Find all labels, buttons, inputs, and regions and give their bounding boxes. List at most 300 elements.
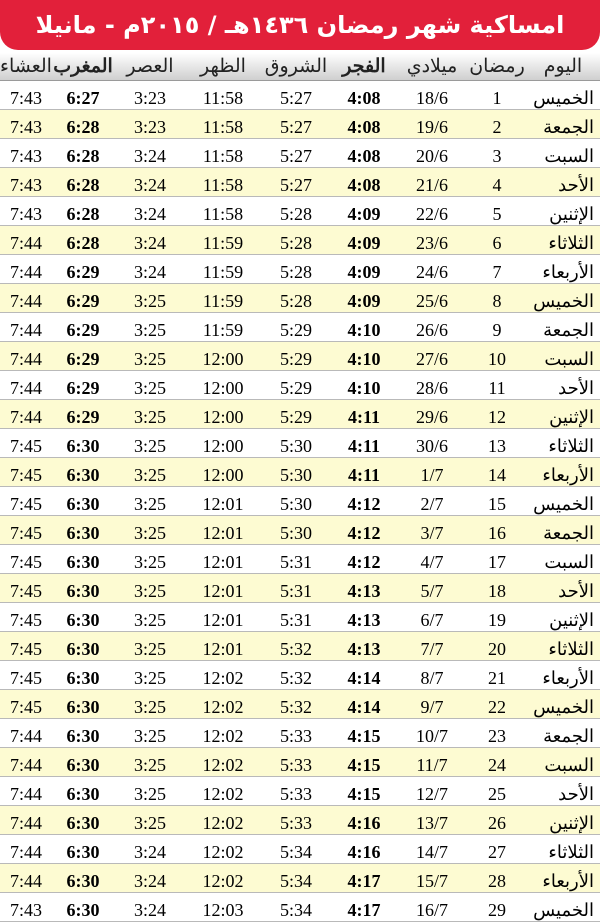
cell-asr-time: 3:25 xyxy=(114,342,186,371)
cell-fajr-time: 4:11 xyxy=(332,429,396,458)
cell-dhuhr-time: 12:01 xyxy=(186,516,260,545)
table-row xyxy=(0,139,600,168)
cell-ramadan-day: 5 xyxy=(468,197,526,226)
cell-dhuhr-time: 11:59 xyxy=(186,255,260,284)
cell-maghrib-time: 6:28 xyxy=(52,110,114,139)
cell-dhuhr-time: 12:02 xyxy=(186,835,260,864)
cell-isha-time: 7:45 xyxy=(0,661,52,690)
cell-maghrib-time: 6:30 xyxy=(52,429,114,458)
cell-gregorian-date: 26/6 xyxy=(396,313,468,342)
cell-day: الجمعة xyxy=(526,110,600,139)
cell-ramadan-day: 2 xyxy=(468,110,526,139)
cell-gregorian-date: 20/6 xyxy=(396,139,468,168)
cell-isha-time: 7:44 xyxy=(0,400,52,429)
cell-ramadan-day: 11 xyxy=(468,371,526,400)
cell-isha-time: 7:44 xyxy=(0,748,52,777)
cell-sunrise-time: 5:27 xyxy=(260,168,332,197)
cell-dhuhr-time: 11:58 xyxy=(186,81,260,110)
cell-isha-time: 7:43 xyxy=(0,110,52,139)
cell-day: الخميس xyxy=(526,487,600,516)
cell-dhuhr-time: 12:00 xyxy=(186,458,260,487)
cell-ramadan-day: 16 xyxy=(468,516,526,545)
cell-fajr-time: 4:16 xyxy=(332,835,396,864)
cell-ramadan-day: 14 xyxy=(468,458,526,487)
cell-sunrise-time: 5:34 xyxy=(260,835,332,864)
cell-gregorian-date: 13/7 xyxy=(396,806,468,835)
cell-gregorian-date: 9/7 xyxy=(396,690,468,719)
table-row xyxy=(0,429,600,458)
cell-maghrib-time: 6:30 xyxy=(52,835,114,864)
cell-fajr-time: 4:17 xyxy=(332,864,396,893)
cell-maghrib-time: 6:30 xyxy=(52,516,114,545)
cell-asr-time: 3:24 xyxy=(114,197,186,226)
table-row xyxy=(0,458,600,487)
cell-ramadan-day: 17 xyxy=(468,545,526,574)
cell-sunrise-time: 5:33 xyxy=(260,748,332,777)
cell-dhuhr-time: 12:02 xyxy=(186,690,260,719)
cell-dhuhr-time: 12:00 xyxy=(186,400,260,429)
cell-isha-time: 7:44 xyxy=(0,342,52,371)
cell-day: الخميس xyxy=(526,81,600,110)
cell-day: الثلاثاء xyxy=(526,226,600,255)
cell-sunrise-time: 5:31 xyxy=(260,574,332,603)
cell-day: الأربعاء xyxy=(526,661,600,690)
table-row xyxy=(0,661,600,690)
cell-gregorian-date: 24/6 xyxy=(396,255,468,284)
cell-fajr-time: 4:11 xyxy=(332,458,396,487)
cell-gregorian-date: 7/7 xyxy=(396,632,468,661)
cell-ramadan-day: 15 xyxy=(468,487,526,516)
cell-asr-time: 3:24 xyxy=(114,255,186,284)
cell-asr-time: 3:24 xyxy=(114,226,186,255)
header-asr: العصر xyxy=(114,53,186,81)
cell-ramadan-day: 1 xyxy=(468,81,526,110)
table-body xyxy=(0,81,600,922)
cell-sunrise-time: 5:32 xyxy=(260,661,332,690)
cell-dhuhr-time: 12:01 xyxy=(186,574,260,603)
cell-gregorian-date: 11/7 xyxy=(396,748,468,777)
cell-day: السبت xyxy=(526,748,600,777)
cell-gregorian-date: 28/6 xyxy=(396,371,468,400)
cell-asr-time: 3:25 xyxy=(114,487,186,516)
cell-dhuhr-time: 12:02 xyxy=(186,777,260,806)
cell-isha-time: 7:44 xyxy=(0,806,52,835)
cell-fajr-time: 4:14 xyxy=(332,690,396,719)
table-row xyxy=(0,168,600,197)
cell-day: الثلاثاء xyxy=(526,835,600,864)
cell-ramadan-day: 19 xyxy=(468,603,526,632)
cell-sunrise-time: 5:30 xyxy=(260,516,332,545)
table-row xyxy=(0,487,600,516)
cell-sunrise-time: 5:33 xyxy=(260,806,332,835)
cell-ramadan-day: 3 xyxy=(468,139,526,168)
cell-dhuhr-time: 11:59 xyxy=(186,284,260,313)
cell-asr-time: 3:25 xyxy=(114,574,186,603)
cell-maghrib-time: 6:30 xyxy=(52,603,114,632)
cell-asr-time: 3:25 xyxy=(114,545,186,574)
cell-maghrib-time: 6:30 xyxy=(52,574,114,603)
cell-dhuhr-time: 12:03 xyxy=(186,893,260,922)
cell-fajr-time: 4:08 xyxy=(332,110,396,139)
cell-ramadan-day: 6 xyxy=(468,226,526,255)
cell-asr-time: 3:25 xyxy=(114,777,186,806)
cell-gregorian-date: 22/6 xyxy=(396,197,468,226)
cell-gregorian-date: 2/7 xyxy=(396,487,468,516)
cell-asr-time: 3:25 xyxy=(114,313,186,342)
cell-sunrise-time: 5:29 xyxy=(260,342,332,371)
cell-gregorian-date: 18/6 xyxy=(396,81,468,110)
cell-dhuhr-time: 12:02 xyxy=(186,864,260,893)
cell-maghrib-time: 6:29 xyxy=(52,313,114,342)
cell-maghrib-time: 6:28 xyxy=(52,168,114,197)
cell-day: الأحد xyxy=(526,574,600,603)
cell-day: الأحد xyxy=(526,168,600,197)
cell-gregorian-date: 19/6 xyxy=(396,110,468,139)
cell-ramadan-day: 21 xyxy=(468,661,526,690)
cell-day: الثلاثاء xyxy=(526,429,600,458)
table-row xyxy=(0,81,600,110)
cell-ramadan-day: 25 xyxy=(468,777,526,806)
cell-gregorian-date: 12/7 xyxy=(396,777,468,806)
cell-dhuhr-time: 11:58 xyxy=(186,197,260,226)
cell-isha-time: 7:43 xyxy=(0,168,52,197)
cell-asr-time: 3:24 xyxy=(114,168,186,197)
cell-sunrise-time: 5:34 xyxy=(260,893,332,922)
cell-gregorian-date: 5/7 xyxy=(396,574,468,603)
cell-isha-time: 7:45 xyxy=(0,545,52,574)
cell-asr-time: 3:23 xyxy=(114,81,186,110)
header-ramadan: رمضان xyxy=(468,53,526,81)
cell-dhuhr-time: 11:59 xyxy=(186,313,260,342)
table-row xyxy=(0,545,600,574)
cell-gregorian-date: 1/7 xyxy=(396,458,468,487)
cell-dhuhr-time: 12:00 xyxy=(186,429,260,458)
table-row xyxy=(0,197,600,226)
cell-ramadan-day: 4 xyxy=(468,168,526,197)
cell-sunrise-time: 5:28 xyxy=(260,255,332,284)
cell-asr-time: 3:25 xyxy=(114,632,186,661)
cell-ramadan-day: 8 xyxy=(468,284,526,313)
cell-maghrib-time: 6:28 xyxy=(52,226,114,255)
cell-gregorian-date: 29/6 xyxy=(396,400,468,429)
cell-sunrise-time: 5:29 xyxy=(260,313,332,342)
cell-day: السبت xyxy=(526,545,600,574)
table-row xyxy=(0,690,600,719)
cell-sunrise-time: 5:27 xyxy=(260,81,332,110)
cell-fajr-time: 4:09 xyxy=(332,284,396,313)
table-row xyxy=(0,313,600,342)
cell-day: الجمعة xyxy=(526,516,600,545)
header-day: اليوم xyxy=(526,53,600,81)
cell-dhuhr-time: 12:01 xyxy=(186,545,260,574)
cell-maghrib-time: 6:30 xyxy=(52,893,114,922)
cell-gregorian-date: 23/6 xyxy=(396,226,468,255)
header-gregorian: ميلادي xyxy=(396,53,468,81)
table-row xyxy=(0,110,600,139)
cell-ramadan-day: 29 xyxy=(468,893,526,922)
cell-day: الأربعاء xyxy=(526,458,600,487)
cell-isha-time: 7:44 xyxy=(0,226,52,255)
cell-dhuhr-time: 12:00 xyxy=(186,371,260,400)
cell-dhuhr-time: 12:01 xyxy=(186,603,260,632)
cell-day: الإثنين xyxy=(526,400,600,429)
cell-ramadan-day: 13 xyxy=(468,429,526,458)
cell-dhuhr-time: 12:02 xyxy=(186,806,260,835)
cell-sunrise-time: 5:33 xyxy=(260,777,332,806)
cell-fajr-time: 4:09 xyxy=(332,226,396,255)
table-row xyxy=(0,603,600,632)
cell-asr-time: 3:25 xyxy=(114,371,186,400)
cell-fajr-time: 4:10 xyxy=(332,342,396,371)
table-row xyxy=(0,632,600,661)
cell-dhuhr-time: 12:02 xyxy=(186,719,260,748)
cell-maghrib-time: 6:29 xyxy=(52,342,114,371)
cell-ramadan-day: 22 xyxy=(468,690,526,719)
cell-dhuhr-time: 11:58 xyxy=(186,110,260,139)
cell-asr-time: 3:25 xyxy=(114,806,186,835)
cell-fajr-time: 4:08 xyxy=(332,81,396,110)
cell-ramadan-day: 24 xyxy=(468,748,526,777)
cell-ramadan-day: 9 xyxy=(468,313,526,342)
cell-fajr-time: 4:12 xyxy=(332,516,396,545)
cell-sunrise-time: 5:28 xyxy=(260,284,332,313)
cell-maghrib-time: 6:30 xyxy=(52,864,114,893)
cell-isha-time: 7:44 xyxy=(0,777,52,806)
cell-day: الأحد xyxy=(526,777,600,806)
cell-ramadan-day: 7 xyxy=(468,255,526,284)
cell-isha-time: 7:44 xyxy=(0,835,52,864)
cell-day: الأحد xyxy=(526,371,600,400)
header-isha: العشاء xyxy=(0,53,52,81)
table-row xyxy=(0,893,600,922)
cell-gregorian-date: 4/7 xyxy=(396,545,468,574)
header-dhuhr: الظهر xyxy=(186,53,260,81)
cell-isha-time: 7:44 xyxy=(0,313,52,342)
cell-isha-time: 7:44 xyxy=(0,719,52,748)
cell-maghrib-time: 6:30 xyxy=(52,719,114,748)
table-row xyxy=(0,371,600,400)
table-row xyxy=(0,342,600,371)
cell-dhuhr-time: 12:01 xyxy=(186,632,260,661)
cell-isha-time: 7:45 xyxy=(0,632,52,661)
cell-asr-time: 3:25 xyxy=(114,284,186,313)
cell-asr-time: 3:24 xyxy=(114,864,186,893)
cell-gregorian-date: 3/7 xyxy=(396,516,468,545)
table-row xyxy=(0,835,600,864)
table-row xyxy=(0,864,600,893)
cell-gregorian-date: 14/7 xyxy=(396,835,468,864)
cell-sunrise-time: 5:29 xyxy=(260,371,332,400)
cell-day: الأربعاء xyxy=(526,864,600,893)
cell-fajr-time: 4:14 xyxy=(332,661,396,690)
cell-sunrise-time: 5:31 xyxy=(260,603,332,632)
table-row xyxy=(0,226,600,255)
cell-fajr-time: 4:08 xyxy=(332,168,396,197)
cell-asr-time: 3:25 xyxy=(114,429,186,458)
table-row xyxy=(0,777,600,806)
table-row xyxy=(0,748,600,777)
cell-sunrise-time: 5:30 xyxy=(260,487,332,516)
cell-dhuhr-time: 11:58 xyxy=(186,168,260,197)
cell-sunrise-time: 5:34 xyxy=(260,864,332,893)
cell-sunrise-time: 5:30 xyxy=(260,458,332,487)
cell-isha-time: 7:43 xyxy=(0,81,52,110)
cell-isha-time: 7:44 xyxy=(0,864,52,893)
prayer-times-table xyxy=(0,53,600,922)
cell-sunrise-time: 5:27 xyxy=(260,110,332,139)
cell-isha-time: 7:45 xyxy=(0,458,52,487)
cell-dhuhr-time: 12:02 xyxy=(186,748,260,777)
cell-isha-time: 7:45 xyxy=(0,487,52,516)
cell-gregorian-date: 16/7 xyxy=(396,893,468,922)
cell-sunrise-time: 5:31 xyxy=(260,545,332,574)
cell-maghrib-time: 6:28 xyxy=(52,139,114,168)
cell-gregorian-date: 21/6 xyxy=(396,168,468,197)
cell-gregorian-date: 25/6 xyxy=(396,284,468,313)
header-sunrise: الشروق xyxy=(260,53,332,81)
cell-maghrib-time: 6:29 xyxy=(52,371,114,400)
cell-sunrise-time: 5:27 xyxy=(260,139,332,168)
cell-maghrib-time: 6:30 xyxy=(52,690,114,719)
cell-day: السبت xyxy=(526,139,600,168)
cell-isha-time: 7:45 xyxy=(0,516,52,545)
cell-asr-time: 3:25 xyxy=(114,748,186,777)
header-fajr: الفجر xyxy=(332,53,396,81)
cell-isha-time: 7:45 xyxy=(0,429,52,458)
cell-sunrise-time: 5:28 xyxy=(260,226,332,255)
cell-asr-time: 3:25 xyxy=(114,400,186,429)
table-row xyxy=(0,400,600,429)
cell-sunrise-time: 5:32 xyxy=(260,632,332,661)
cell-fajr-time: 4:10 xyxy=(332,313,396,342)
cell-ramadan-day: 28 xyxy=(468,864,526,893)
cell-maghrib-time: 6:29 xyxy=(52,400,114,429)
cell-day: الإثنين xyxy=(526,197,600,226)
cell-fajr-time: 4:15 xyxy=(332,748,396,777)
cell-maghrib-time: 6:29 xyxy=(52,255,114,284)
cell-fajr-time: 4:15 xyxy=(332,777,396,806)
cell-day: الإثنين xyxy=(526,603,600,632)
cell-ramadan-day: 27 xyxy=(468,835,526,864)
table-header-row xyxy=(0,53,600,81)
cell-maghrib-time: 6:30 xyxy=(52,748,114,777)
cell-maghrib-time: 6:30 xyxy=(52,545,114,574)
cell-ramadan-day: 26 xyxy=(468,806,526,835)
cell-isha-time: 7:45 xyxy=(0,574,52,603)
cell-maghrib-time: 6:30 xyxy=(52,777,114,806)
cell-maghrib-time: 6:30 xyxy=(52,458,114,487)
page-title: امساكية شهر رمضان ١٤٣٦هـ / ٢٠١٥م - مانيلا xyxy=(35,11,565,39)
cell-dhuhr-time: 11:59 xyxy=(186,226,260,255)
cell-sunrise-time: 5:33 xyxy=(260,719,332,748)
cell-ramadan-day: 23 xyxy=(468,719,526,748)
cell-sunrise-time: 5:28 xyxy=(260,197,332,226)
cell-day: الجمعة xyxy=(526,719,600,748)
cell-fajr-time: 4:15 xyxy=(332,719,396,748)
cell-asr-time: 3:25 xyxy=(114,719,186,748)
cell-fajr-time: 4:12 xyxy=(332,487,396,516)
cell-fajr-time: 4:12 xyxy=(332,545,396,574)
cell-day: الخميس xyxy=(526,690,600,719)
cell-maghrib-time: 6:29 xyxy=(52,284,114,313)
cell-asr-time: 3:25 xyxy=(114,661,186,690)
cell-maghrib-time: 6:30 xyxy=(52,487,114,516)
cell-maghrib-time: 6:28 xyxy=(52,197,114,226)
cell-fajr-time: 4:13 xyxy=(332,603,396,632)
cell-sunrise-time: 5:30 xyxy=(260,429,332,458)
header-maghrib: المغرب xyxy=(52,53,114,81)
cell-gregorian-date: 10/7 xyxy=(396,719,468,748)
cell-isha-time: 7:43 xyxy=(0,139,52,168)
cell-fajr-time: 4:09 xyxy=(332,255,396,284)
cell-fajr-time: 4:17 xyxy=(332,893,396,922)
table-row xyxy=(0,255,600,284)
cell-gregorian-date: 6/7 xyxy=(396,603,468,632)
cell-day: الإثنين xyxy=(526,806,600,835)
cell-asr-time: 3:24 xyxy=(114,893,186,922)
cell-ramadan-day: 18 xyxy=(468,574,526,603)
cell-fajr-time: 4:10 xyxy=(332,371,396,400)
cell-maghrib-time: 6:27 xyxy=(52,81,114,110)
cell-isha-time: 7:45 xyxy=(0,690,52,719)
cell-asr-time: 3:25 xyxy=(114,690,186,719)
cell-isha-time: 7:45 xyxy=(0,603,52,632)
cell-day: الثلاثاء xyxy=(526,632,600,661)
cell-asr-time: 3:25 xyxy=(114,516,186,545)
cell-ramadan-day: 12 xyxy=(468,400,526,429)
cell-isha-time: 7:43 xyxy=(0,893,52,922)
cell-asr-time: 3:23 xyxy=(114,110,186,139)
cell-day: الأربعاء xyxy=(526,255,600,284)
cell-fajr-time: 4:08 xyxy=(332,139,396,168)
cell-dhuhr-time: 12:01 xyxy=(186,487,260,516)
cell-isha-time: 7:43 xyxy=(0,197,52,226)
cell-maghrib-time: 6:30 xyxy=(52,806,114,835)
cell-dhuhr-time: 12:00 xyxy=(186,342,260,371)
cell-dhuhr-time: 12:02 xyxy=(186,661,260,690)
cell-ramadan-day: 10 xyxy=(468,342,526,371)
cell-gregorian-date: 8/7 xyxy=(396,661,468,690)
cell-fajr-time: 4:16 xyxy=(332,806,396,835)
table-row xyxy=(0,719,600,748)
title-banner xyxy=(0,0,600,50)
cell-sunrise-time: 5:29 xyxy=(260,400,332,429)
cell-asr-time: 3:25 xyxy=(114,458,186,487)
cell-day: الخميس xyxy=(526,284,600,313)
cell-ramadan-day: 20 xyxy=(468,632,526,661)
table-row xyxy=(0,806,600,835)
cell-fajr-time: 4:13 xyxy=(332,632,396,661)
cell-asr-time: 3:25 xyxy=(114,603,186,632)
table-row xyxy=(0,516,600,545)
cell-isha-time: 7:44 xyxy=(0,371,52,400)
cell-maghrib-time: 6:30 xyxy=(52,661,114,690)
cell-isha-time: 7:44 xyxy=(0,284,52,313)
cell-fajr-time: 4:13 xyxy=(332,574,396,603)
table-row xyxy=(0,284,600,313)
cell-day: الخميس xyxy=(526,893,600,922)
cell-day: الجمعة xyxy=(526,313,600,342)
cell-day: السبت xyxy=(526,342,600,371)
cell-asr-time: 3:24 xyxy=(114,139,186,168)
table-row xyxy=(0,574,600,603)
cell-maghrib-time: 6:30 xyxy=(52,632,114,661)
cell-gregorian-date: 27/6 xyxy=(396,342,468,371)
cell-fajr-time: 4:11 xyxy=(332,400,396,429)
cell-asr-time: 3:24 xyxy=(114,835,186,864)
cell-dhuhr-time: 11:58 xyxy=(186,139,260,168)
cell-gregorian-date: 15/7 xyxy=(396,864,468,893)
